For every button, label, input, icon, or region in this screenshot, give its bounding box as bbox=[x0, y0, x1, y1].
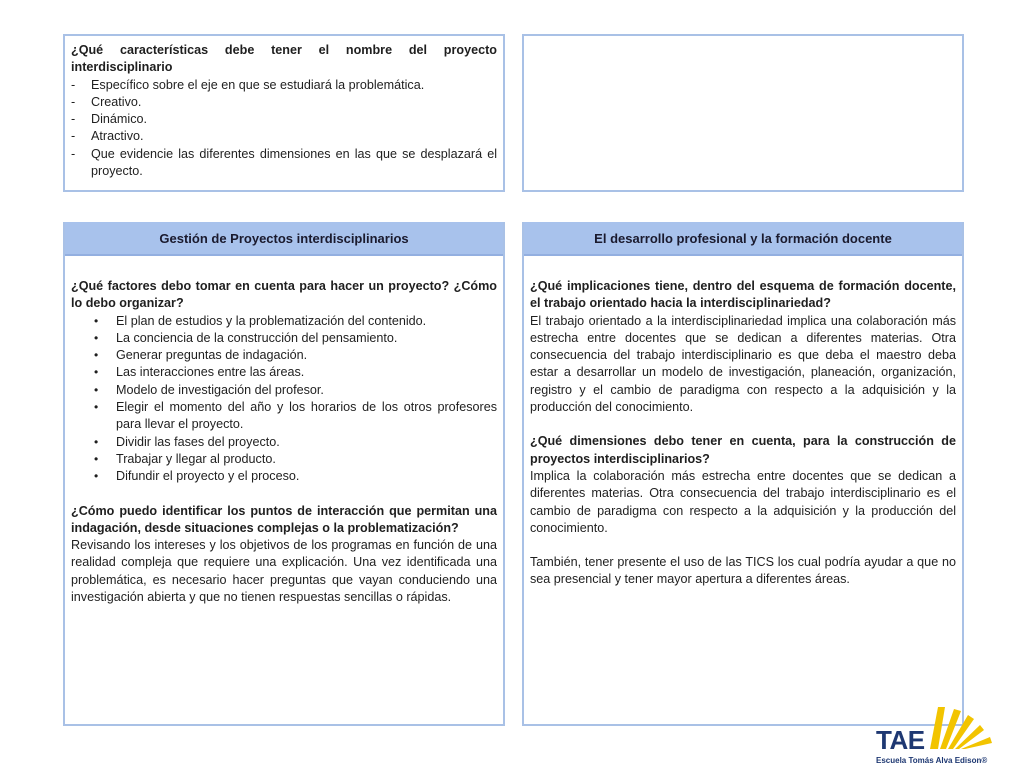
list-item: • Dividir las fases del proyecto. bbox=[71, 434, 497, 451]
list-item: - Que evidencie las diferentes dimensiones en las que se desplazará el proyecto. bbox=[71, 146, 497, 181]
list-item: • Modelo de investigación del profesor. bbox=[71, 382, 497, 399]
characteristics-question: ¿Qué características debe tener el nombre del proyecto interdisciplinario bbox=[71, 43, 497, 75]
empty-panel bbox=[522, 34, 964, 192]
interaction-question: ¿Cómo puedo identificar los puntos de interacción que permitan una indagación, desde situaciones complejas o la problematización? bbox=[71, 503, 497, 535]
logo-name: TAE bbox=[876, 725, 925, 755]
list-item: - Atractivo. bbox=[71, 128, 497, 145]
sun-rays-icon bbox=[924, 703, 994, 751]
list-item: • La conciencia de la construcción del pensamiento. bbox=[71, 330, 497, 347]
list-item: • El plan de estudios y la problematización del contenido. bbox=[71, 313, 497, 330]
list-item: - Creativo. bbox=[71, 94, 497, 111]
tae-logo bbox=[876, 703, 1016, 765]
tics-paragraph: También, tener presente el uso de las TICS los cual podría ayudar a que no sea presencial y tener mayor apertura a diferentes áreas. bbox=[530, 555, 956, 587]
factors-question: ¿Qué factores debo tomar en cuenta para hacer un proyecto? ¿Cómo lo debo organizar? bbox=[71, 279, 497, 311]
registered-mark: ® bbox=[981, 756, 988, 765]
panel-header: Gestión de Proyectos interdisciplinarios bbox=[65, 222, 503, 256]
list-item: - Específico sobre el eje en que se estudiará la problemática. bbox=[71, 77, 497, 94]
list-item: • Elegir el momento del año y los horarios de los otros profesores para llevar el proyecto. bbox=[71, 399, 497, 434]
factors-list bbox=[71, 313, 497, 486]
project-management-panel bbox=[63, 222, 505, 726]
panel-header: El desarrollo profesional y la formación docente bbox=[524, 222, 962, 256]
list-item: - Dinámico. bbox=[71, 111, 497, 128]
list-item: • Generar preguntas de indagación. bbox=[71, 347, 497, 364]
implications-question: ¿Qué implicaciones tiene, dentro del esquema de formación docente, el trabajo orientado hacia la interdisciplinariedad? bbox=[530, 279, 956, 311]
dimensions-answer: Implica la colaboración más estrecha entre docentes que se dedican a diferentes materias. Otra consecuencia del trabajo interdisciplinario es el cambio de paradigma con respecto a la adquisición y la producción del conocimiento. bbox=[530, 468, 956, 535]
implications-answer: El trabajo orientado a la interdisciplinariedad implica una colaboración más estrecha entre docentes que se dedican a diferentes materias. Otra consecuencia del trabajo interdisciplinario es que deba el maestro deba estar a desarrollar un modelo de investigación, planeación, organización, registro y el cambio de paradigma con respecto a la adquisición y la producción del conocimiento. bbox=[530, 313, 956, 415]
list-item: • Difundir el proyecto y el proceso. bbox=[71, 468, 497, 485]
dimensions-question: ¿Qué dimensiones debo tener en cuenta, para la construcción de proyectos interdisciplinarios? bbox=[530, 434, 956, 466]
list-item: • Trabajar y llegar al producto. bbox=[71, 451, 497, 468]
logo-subtitle: Escuela Tomás Alva Edison® bbox=[876, 756, 988, 765]
characteristics-panel bbox=[63, 34, 505, 192]
professional-development-panel bbox=[522, 222, 964, 726]
characteristics-list bbox=[71, 77, 497, 181]
interaction-answer: Revisando los intereses y los objetivos de los programas en función de una realidad compleja que requiere una explicación. Una vez identificada una problemática, es necesario hacer preguntas que vayan conduciendo una investigación abierta y que no tienen respuestas sencillas o rápidas. bbox=[71, 538, 497, 605]
list-item: • Las interacciones entre las áreas. bbox=[71, 364, 497, 381]
